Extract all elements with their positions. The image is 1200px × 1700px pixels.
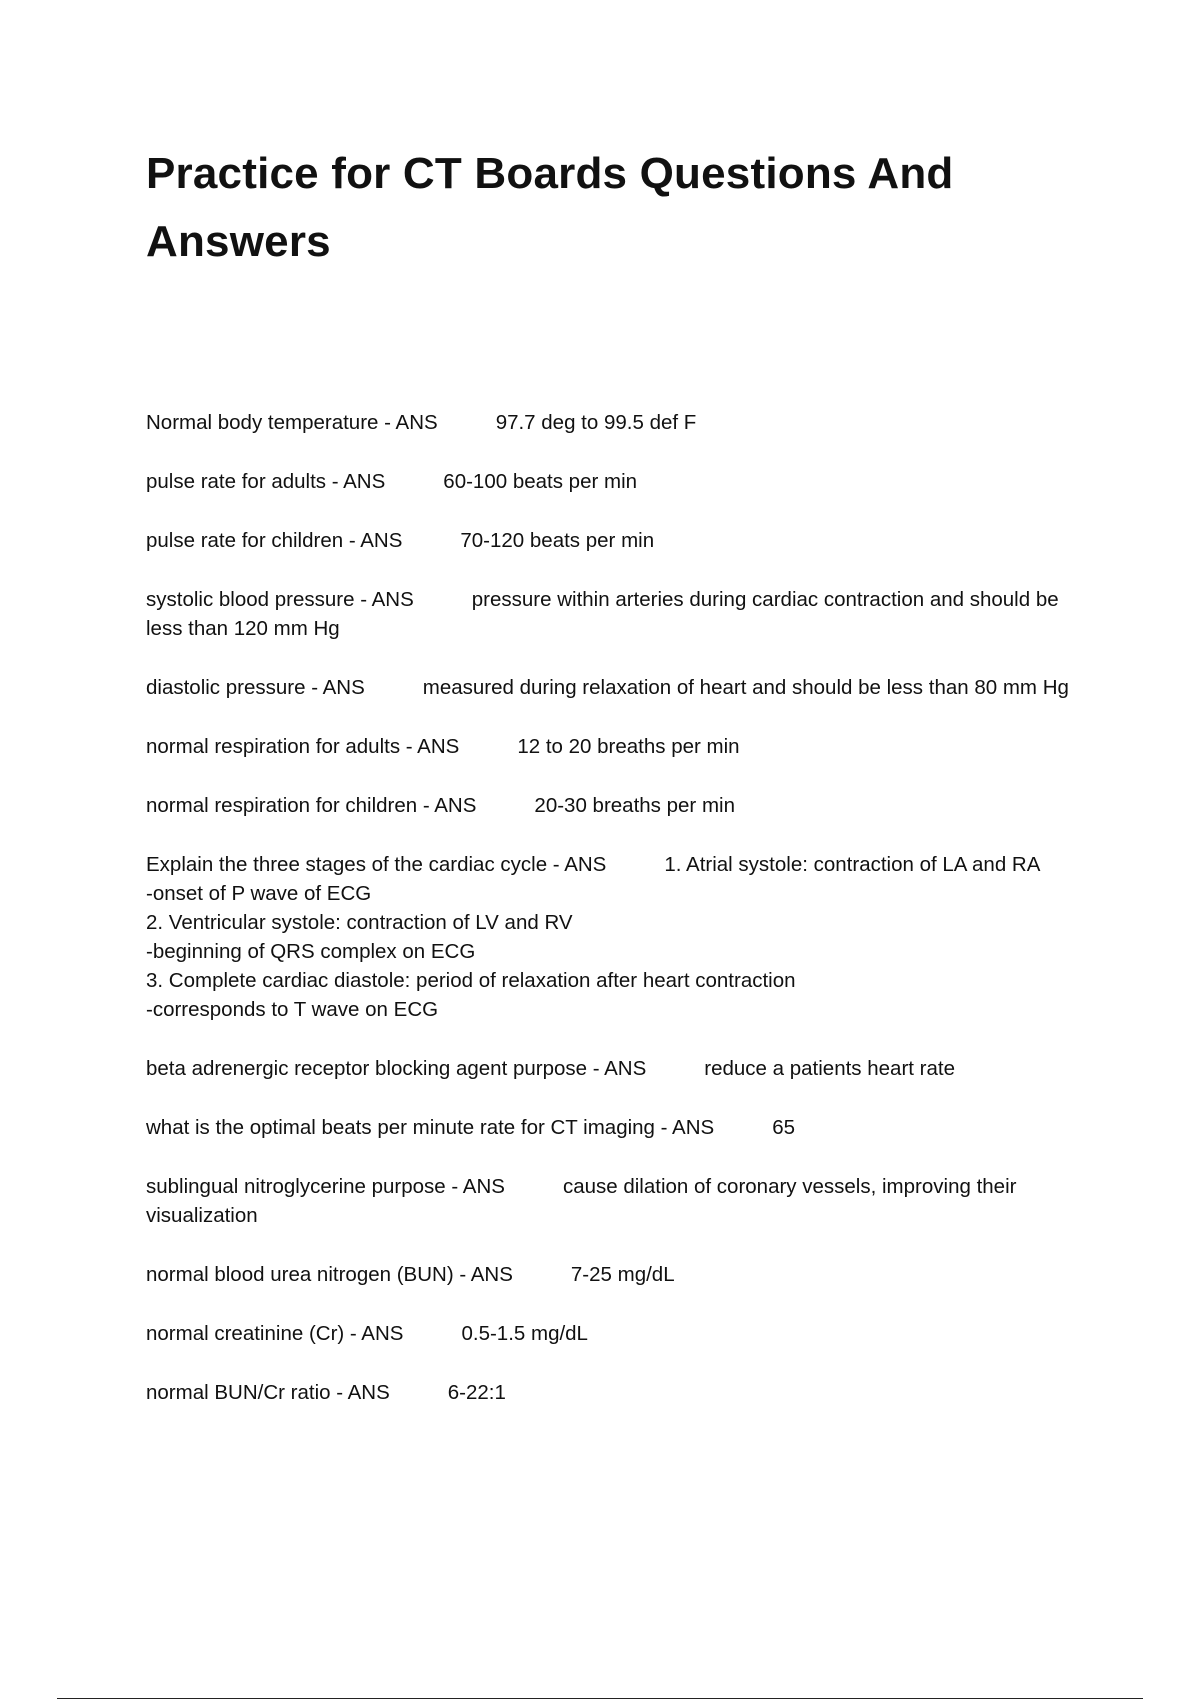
- qa-list: [146, 408, 1096, 1407]
- footer-divider: [57, 1698, 1143, 1699]
- qa-item: [146, 585, 1096, 643]
- answer-text: 70-120 beats per min: [460, 529, 655, 552]
- question-text: diastolic pressure - ANS: [146, 676, 365, 699]
- qa-item: [146, 467, 1096, 496]
- qa-item: [146, 850, 1096, 1024]
- qa-item: [146, 408, 1096, 437]
- answer-text: 0.5-1.5 mg/dL: [461, 1322, 588, 1345]
- answer-text: 12 to 20 breaths per min: [517, 735, 740, 758]
- answer-text: measured during relaxation of heart and should be less than 80 mm Hg: [422, 676, 1069, 699]
- question-text: normal respiration for adults - ANS: [146, 735, 460, 758]
- question-text: normal creatinine (Cr) - ANS: [146, 1322, 404, 1345]
- question-text: sublingual nitroglycerine purpose - ANS: [146, 1175, 505, 1198]
- answer-text: 60-100 beats per min: [443, 470, 638, 493]
- qa-item: [146, 673, 1096, 702]
- question-text: pulse rate for adults - ANS: [146, 470, 386, 493]
- document-title: Practice for CT Boards Questions And Answers: [146, 149, 954, 266]
- question-text: normal respiration for children - ANS: [146, 794, 477, 817]
- qa-item: [146, 791, 1096, 820]
- qa-item: [146, 1054, 1096, 1083]
- qa-item: [146, 1113, 1096, 1142]
- answer-text: 7-25 mg/dL: [570, 1263, 675, 1286]
- qa-item: [146, 1172, 1096, 1230]
- question-text: what is the optimal beats per minute rate for CT imaging - ANS: [146, 1116, 715, 1139]
- answer-text: 6-22:1: [447, 1381, 506, 1404]
- qa-item: [146, 732, 1096, 761]
- answer-text: cause dilation of coronary vessels, improving their visualization: [146, 1175, 1017, 1227]
- qa-item: [146, 1378, 1096, 1407]
- question-text: beta adrenergic receptor blocking agent purpose - ANS: [146, 1057, 647, 1080]
- answer-text: pressure within arteries during cardiac contraction and should be less than 120 mm Hg: [146, 588, 1059, 640]
- answer-text: 1. Atrial systole: contraction of LA and RA -onset of P wave of ECG 2. Ventricular systole: contraction of LV and RV -beginning of QRS complex on ECG 3. Complete cardiac diastole: period of relaxation after heart contraction -corresponds to T wave on ECG: [146, 853, 1041, 1021]
- question-text: systolic blood pressure - ANS: [146, 588, 414, 611]
- answer-text: 65: [772, 1116, 795, 1139]
- answer-text: 20-30 breaths per min: [534, 794, 735, 817]
- answer-text: 97.7 deg to 99.5 def F: [495, 411, 697, 434]
- qa-item: [146, 526, 1096, 555]
- question-text: Explain the three stages of the cardiac cycle - ANS: [146, 853, 607, 876]
- qa-item: [146, 1319, 1096, 1348]
- question-text: Normal body temperature - ANS: [146, 411, 438, 434]
- qa-item: [146, 1260, 1096, 1289]
- question-text: pulse rate for children - ANS: [146, 529, 403, 552]
- answer-text: reduce a patients heart rate: [704, 1057, 955, 1080]
- document-body: [146, 140, 1096, 1437]
- question-text: normal blood urea nitrogen (BUN) - ANS: [146, 1263, 513, 1286]
- question-text: normal BUN/Cr ratio - ANS: [146, 1381, 390, 1404]
